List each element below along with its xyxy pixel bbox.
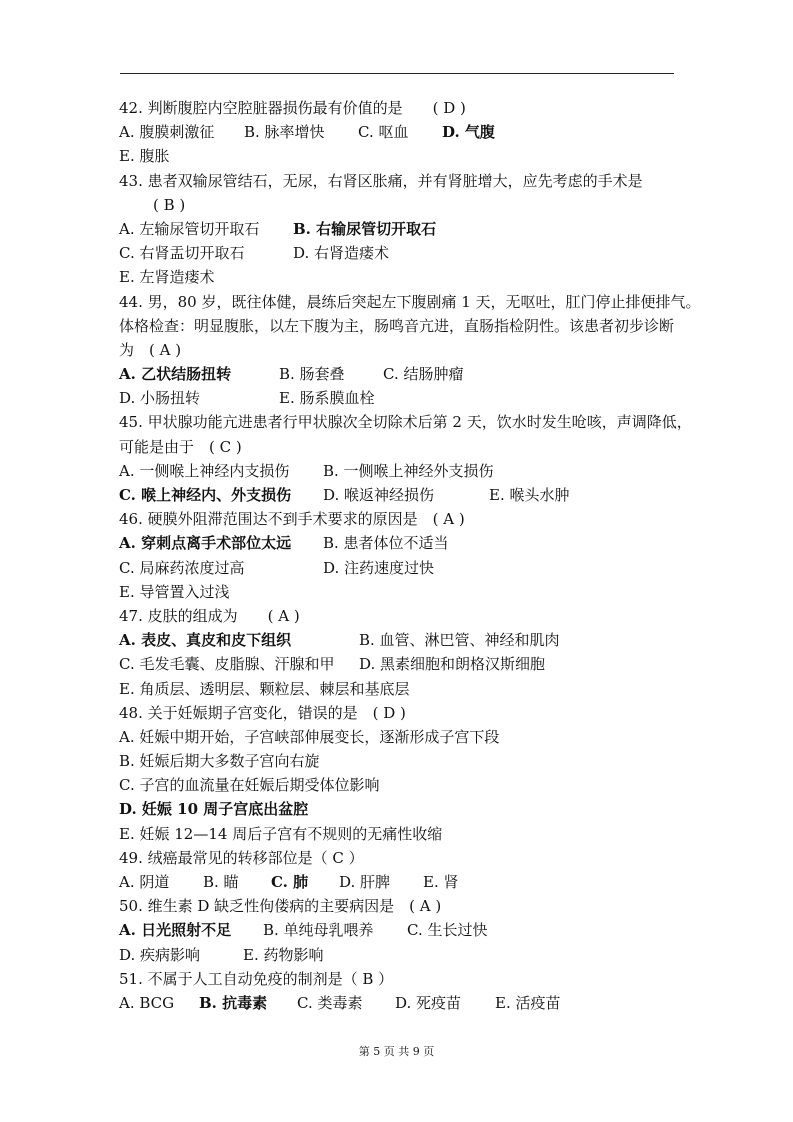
option-row [119, 531, 679, 555]
option: B. 患者体位不适当 [323, 534, 449, 553]
option: C. 右肾盂切开取石 [119, 244, 245, 263]
question-stem: 48. 关于妊娠期子宫变化，错误的是 ( D ) [119, 703, 406, 722]
option: E. 妊娠 12—14 周后子宫有不规则的无痛性收缩 [119, 824, 443, 843]
page-number: 第 5 页 共 9 页 [358, 1045, 435, 1058]
option-row [119, 386, 679, 410]
option-row [119, 241, 679, 265]
question-stem: 51. 不属于人工自动免疫的制剂是（ B ） [119, 969, 394, 988]
option: B. 一侧喉上神经外支损伤 [323, 461, 494, 480]
option: A. BCG [119, 993, 175, 1012]
option: B. 妊娠后期大多数子宫向右旋 [119, 752, 320, 771]
question-stem: 42. 判断腹腔内空腔脏器损伤最有价值的是 ( D ) [119, 99, 466, 117]
option: D. 黑素细胞和朗格汉斯细胞 [359, 655, 546, 674]
correct-option: D. 妊娠 10 周子宫底出盆腔 [119, 800, 309, 819]
question-answer: ( B ) [153, 195, 186, 214]
correct-option: A. 表皮、真皮和皮下组织 [119, 631, 292, 650]
question-stem: 45. 甲状腺功能亢进患者行甲状腺次全切除术后第 2 天，饮水时发生呛咳，声调降低， [119, 413, 692, 432]
option: E. 角质层、透明层、颗粒层、棘层和基底层 [119, 679, 410, 698]
option-row [119, 773, 679, 797]
option: C. 结肠肿瘤 [383, 365, 464, 384]
option: A. 阴道 [119, 873, 170, 891]
option: B. 单纯母乳喂养 [263, 921, 374, 940]
option: A. 妊娠中期开始，子宫峡部伸展变长，逐渐形成子宫下段 [119, 727, 500, 746]
option-row [119, 144, 679, 168]
option: E. 药物影响 [243, 945, 324, 964]
option: E. 活疫苗 [495, 993, 561, 1012]
option-row [119, 217, 679, 241]
correct-option: C. 肺 [271, 873, 309, 891]
option-row [119, 822, 679, 846]
option: B. 肠套叠 [279, 365, 345, 384]
option-row [119, 797, 679, 821]
option: D. 注药速度过快 [323, 558, 435, 577]
option-row [119, 459, 679, 483]
option: C. 类毒素 [297, 993, 363, 1012]
option: D. 肝脾 [339, 873, 391, 891]
option-row [119, 991, 679, 1015]
option: E. 左肾造瘘术 [119, 268, 215, 287]
question-stem: 50. 维生素 D 缺乏性佝偻病的主要病因是 ( A ) [119, 897, 442, 916]
question-stem: 47. 皮肤的组成为 ( A ) [119, 606, 300, 625]
option-row [119, 580, 679, 604]
option-row [119, 918, 679, 942]
option: C. 生长过快 [407, 921, 488, 940]
option-row [119, 677, 679, 701]
correct-option: B. 右输尿管切开取石 [293, 219, 437, 238]
correct-option: A. 日光照射不足 [119, 921, 232, 940]
question-stem: 43. 患者双输尿管结石，无尿，右肾区胀痛，并有肾脏增大，应先考虑的手术是 [119, 171, 643, 190]
question-stem: 体格检查：明显腹胀，以左下腹为主，肠鸣音亢进，直肠指检阴性。该患者初步诊断 [119, 316, 675, 335]
option: C. 子宫的血流量在妊娠后期受体位影响 [119, 776, 380, 795]
option-row [119, 943, 679, 967]
option: D. 死疫苗 [395, 993, 462, 1012]
option: C. 局麻药浓度过高 [119, 558, 245, 577]
question-stem: 46. 硬膜外阻滞范围达不到手术要求的原因是 ( A ) [119, 510, 465, 529]
option: B. 瞄 [203, 873, 239, 891]
option-row [119, 120, 679, 144]
correct-option: A. 乙状结肠扭转 [119, 365, 232, 384]
option: C. 毛发毛囊、皮脂腺、汗腺和甲 [119, 655, 335, 674]
option: E. 肠系膜血栓 [279, 389, 375, 408]
option-row [119, 483, 679, 507]
question-stem: 44. 男，80 岁，既往体健，晨练后突起左下腹剧痛 1 天，无呕吐，肛门停止排便排气。 [119, 292, 701, 311]
option: D. 右肾造瘘术 [293, 244, 390, 263]
option: D. 疾病影响 [119, 945, 201, 964]
option-row [119, 725, 679, 749]
option-row [119, 362, 679, 386]
option: A. 腹膜刺激征 [119, 123, 215, 142]
correct-option: B. 抗毒素 [199, 993, 268, 1012]
option: E. 喉头水肿 [489, 486, 570, 504]
option: E. 肾 [423, 873, 459, 891]
option-row [119, 556, 679, 580]
correct-option: C. 喉上神经内、外支损伤 [119, 486, 292, 504]
option: D. 喉返神经损伤 [323, 486, 435, 504]
option-row [119, 265, 679, 289]
correct-option: A. 穿刺点离手术部位太远 [119, 534, 292, 553]
option: D. 小肠扭转 [119, 389, 201, 408]
option: E. 腹胀 [119, 147, 170, 166]
question-list [119, 96, 701, 1015]
option: E. 导管置入过浅 [119, 582, 230, 601]
option-row [119, 628, 679, 652]
option: B. 脉率增快 [244, 123, 325, 142]
option-row [119, 870, 679, 894]
option: A. 一侧喉上神经内支损伤 [119, 461, 290, 480]
header-rule [120, 73, 674, 74]
option: C. 呕血 [358, 123, 409, 142]
option-row [119, 652, 679, 676]
option-row [119, 749, 679, 773]
option: B. 血管、淋巴管、神经和肌肉 [359, 631, 560, 650]
correct-option: D. 气腹 [442, 123, 495, 142]
question-stem: 49. 绒癌最常见的转移部位是（ C ） [119, 848, 364, 867]
question-stem: 为 ( A ) [119, 340, 182, 359]
question-stem: 可能是由于 ( C ) [119, 437, 242, 456]
option: A. 左输尿管切开取石 [119, 219, 260, 238]
